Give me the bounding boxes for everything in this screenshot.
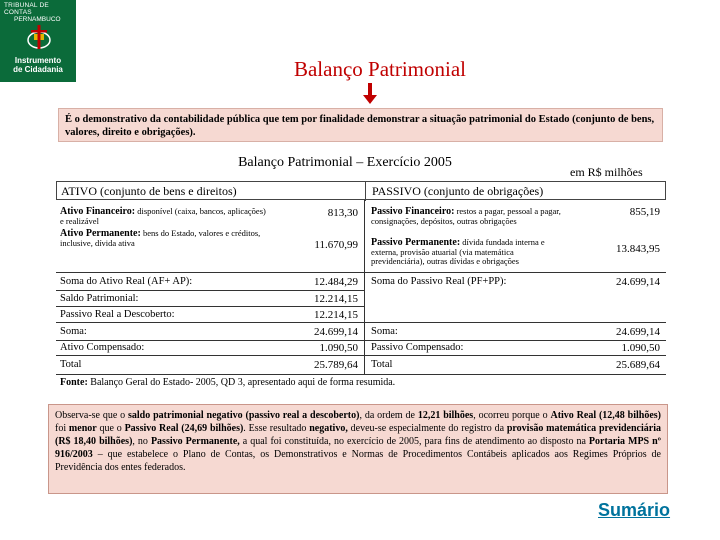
soma-left-value: 24.699,14 <box>314 326 358 338</box>
note-emphasis: saldo patrimonial negativo (passivo real a descoberto) <box>128 410 360 421</box>
note-text: , no <box>132 436 151 447</box>
unit-label: em R$ milhões <box>570 165 643 179</box>
row-divider <box>56 322 666 323</box>
row-divider <box>56 340 666 341</box>
source-note <box>60 377 395 388</box>
passivo-compensado-value: 1.090,50 <box>621 342 660 354</box>
passivo-permanente-cell <box>371 238 567 267</box>
explanation-panel <box>48 404 668 494</box>
note-text: deveu-se especialmente do registro da <box>347 423 507 434</box>
page-title: Balanço Patrimonial <box>293 57 467 81</box>
note-emphasis: negativo, <box>309 423 348 434</box>
passivo-financeiro-value: 855,19 <box>629 206 660 218</box>
passivo-permanente-desc: dívida fundada interna e externa, provisão atuarial (via matemática previdenciária), outras dívidas e obrigações <box>371 237 545 267</box>
column-divider <box>364 200 365 375</box>
note-text: . Esse resultado <box>243 423 310 434</box>
note-text: – que estabelece o Plano de Contas, os Demonstrativos e Normas de Procedimentos Contábeis aplicados aos Regimes Próprios de Previdência dos entes federados. <box>55 449 661 473</box>
note-emphasis: Passivo Permanente, <box>150 436 240 447</box>
ativo-financeiro-label: Ativo Financeiro: <box>60 206 136 217</box>
soma-left-label: Soma: <box>60 326 87 337</box>
total-left-label: Total <box>60 359 82 370</box>
passivo-permanente-label: Passivo Permanente: <box>371 237 461 248</box>
down-arrow-icon <box>362 83 378 105</box>
note-text: , ocorreu porque o <box>473 410 551 421</box>
ativo-financeiro-value: 813,30 <box>327 207 358 219</box>
ativo-header: ATIVO (conjunto de bens e direitos) <box>61 184 237 198</box>
program-line2: de Cidadania <box>13 65 63 74</box>
emblem-icon <box>24 22 54 52</box>
header-divider <box>365 182 366 201</box>
org-name-line2: PERNAMBUCO <box>14 16 61 23</box>
ativo-permanente-cell <box>60 229 266 248</box>
passivo-descoberto-label: Passivo Real a Descoberto: <box>60 309 175 320</box>
ativo-financeiro-desc: disponível (caixa, bancos, aplicações) e realizável <box>60 206 266 226</box>
table-title: Balanço Patrimonial – Exercício 2005 <box>238 155 452 170</box>
passivo-financeiro-cell <box>371 207 567 226</box>
balance-table <box>56 181 666 375</box>
ativo-compensado-value: 1.090,50 <box>319 342 358 354</box>
note-text: que o <box>96 423 125 434</box>
note-emphasis: 12,21 bilhões <box>417 410 474 421</box>
row-divider <box>56 374 666 375</box>
saldo-patrimonial-value: 12.214,15 <box>314 293 358 305</box>
soma-right-label: Soma: <box>371 326 398 337</box>
org-logo-text <box>4 2 78 23</box>
passivo-descoberto-value: 12.214,15 <box>314 309 358 321</box>
passivo-header: PASSIVO (conjunto de obrigações) <box>372 184 544 198</box>
note-text: foi <box>55 423 69 434</box>
row-divider <box>56 272 666 273</box>
soma-ativo-real-value: 12.484,29 <box>314 276 358 288</box>
total-right-value: 25.689,64 <box>616 359 660 371</box>
source-label: Fonte: <box>60 377 88 388</box>
ativo-permanente-label: Ativo Permanente: <box>60 228 141 239</box>
note-text: Observa-se que o <box>55 410 129 421</box>
note-emphasis: Ativo Real (12,48 bilhões) <box>550 410 661 421</box>
soma-passivo-real-value: 24.699,14 <box>616 276 660 288</box>
row-divider <box>56 306 364 307</box>
soma-ativo-real-label: Soma do Ativo Real (AF+ AP): <box>60 276 193 287</box>
ativo-permanente-desc: bens do Estado, valores e créditos, inclusive, dívida ativa <box>60 228 261 248</box>
summary-link[interactable]: Sumário <box>598 500 671 520</box>
passivo-financeiro-desc: restos a pagar, pessoal a pagar, consignações, depósitos, outras obrigações <box>371 206 561 226</box>
total-left-value: 25.789,64 <box>314 359 358 371</box>
note-emphasis: Passivo Real (24,69 bilhões) <box>124 423 244 434</box>
note-emphasis: menor <box>68 423 97 434</box>
note-emphasis: Portaria MPS nº 916/2003 <box>55 436 661 460</box>
row-divider <box>56 355 666 356</box>
source-text: Balanço Geral do Estado- 2005, QD 3, apresentado aqui de forma resumida. <box>90 377 396 388</box>
soma-right-value: 24.699,14 <box>616 326 660 338</box>
ativo-compensado-label: Ativo Compensado: <box>60 342 145 353</box>
passivo-permanente-value: 13.843,95 <box>616 243 660 255</box>
passivo-compensado-label: Passivo Compensado: <box>371 342 464 353</box>
program-logo-text <box>2 56 74 74</box>
program-line1: Instrumento <box>14 56 62 65</box>
soma-passivo-real-label: Soma do Passivo Real (PF+PP): <box>371 276 507 287</box>
table-header <box>56 181 666 200</box>
ativo-financeiro-cell <box>60 207 266 226</box>
saldo-patrimonial-label: Saldo Patrimonial: <box>60 293 139 304</box>
total-right-label: Total <box>371 359 393 370</box>
note-text: a qual foi constituída, no exercício de 2005, para fins de atendimento ao disposto na <box>239 436 589 447</box>
intro-panel: É o demonstrativo da contabilidade pública que tem por finalidade demonstrar a situação patrimonial do Estado (conjunto de bens, valores, direito e obrigações). <box>58 108 663 142</box>
row-divider <box>56 290 364 291</box>
ativo-permanente-value: 11.670,99 <box>314 239 358 251</box>
passivo-financeiro-label: Passivo Financeiro: <box>371 206 455 217</box>
note-text: , da ordem de <box>359 410 418 421</box>
note-emphasis: provisão matemática previdenciária (R$ 18,40 bilhões) <box>55 423 661 447</box>
org-name-line1: TRIBUNAL DE CONTAS <box>4 2 49 16</box>
